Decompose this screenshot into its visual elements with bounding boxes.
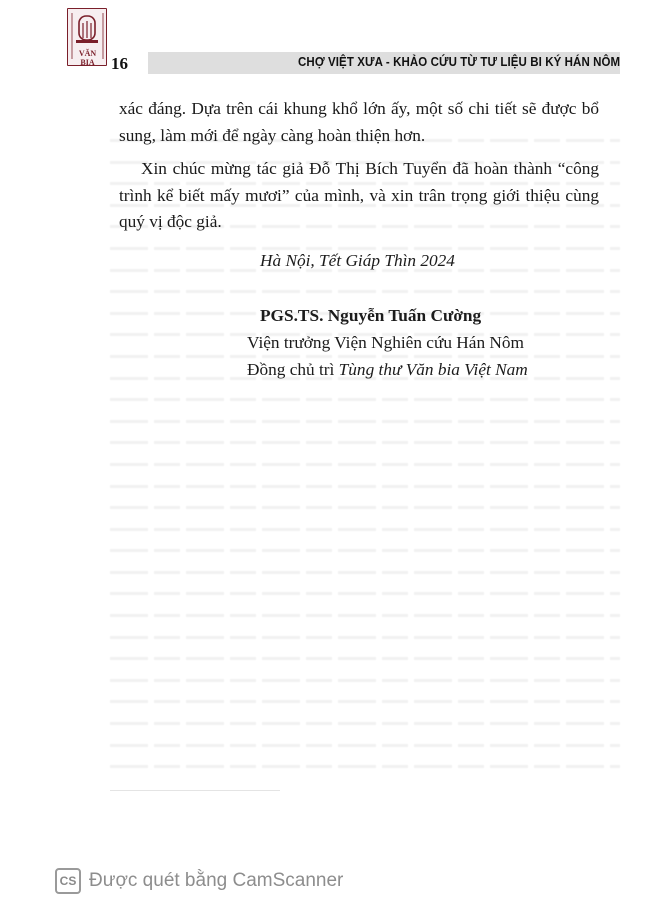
logo-text: VĂN BIA (78, 49, 97, 67)
author-title: Viện trưởng Viện Nghiên cứu Hán Nôm (247, 333, 524, 352)
body-text (119, 96, 599, 236)
footnote-divider (110, 790, 280, 791)
watermark-text: Được quét bằng CamScanner (89, 870, 344, 891)
page-number: 16 (111, 54, 128, 73)
paragraph-2 (119, 156, 599, 236)
text-line: quý vị độc giả. (119, 212, 222, 231)
author-role-work: Tùng thư Văn bia Việt Nam (338, 360, 528, 379)
author-name: PGS.TS. Nguyễn Tuấn Cường (260, 306, 482, 325)
text-line: xác đáng. Dựa trên cái khung khổ lớn ấy, một số chi tiết sẽ được bổ (119, 99, 599, 118)
text-line: trình kể biết mấy mươi” của mình, và xin trân trọng giới thiệu cùng (119, 185, 599, 205)
paragraph-1 (119, 96, 599, 149)
text-line: Xin chúc mừng tác giả Đỗ Thị Bích Tuyển đã hoàn thành “công (141, 159, 599, 178)
camscanner-watermark (55, 867, 343, 895)
series-logo (67, 8, 107, 66)
camscanner-logo-icon: CS (55, 868, 81, 894)
running-title: CHỢ VIỆT XƯA - KHẢO CỨU TỪ TƯ LIỆU BI KÝ HÁN NÔM (297, 55, 620, 69)
text-line: sung, làm mới để ngày càng hoàn thiện hơn. (119, 125, 426, 145)
author-role-prefix: Đồng chủ trì (247, 360, 339, 379)
place-date: Hà Nội, Tết Giáp Thìn 2024 (260, 251, 455, 270)
author-role (247, 360, 528, 380)
